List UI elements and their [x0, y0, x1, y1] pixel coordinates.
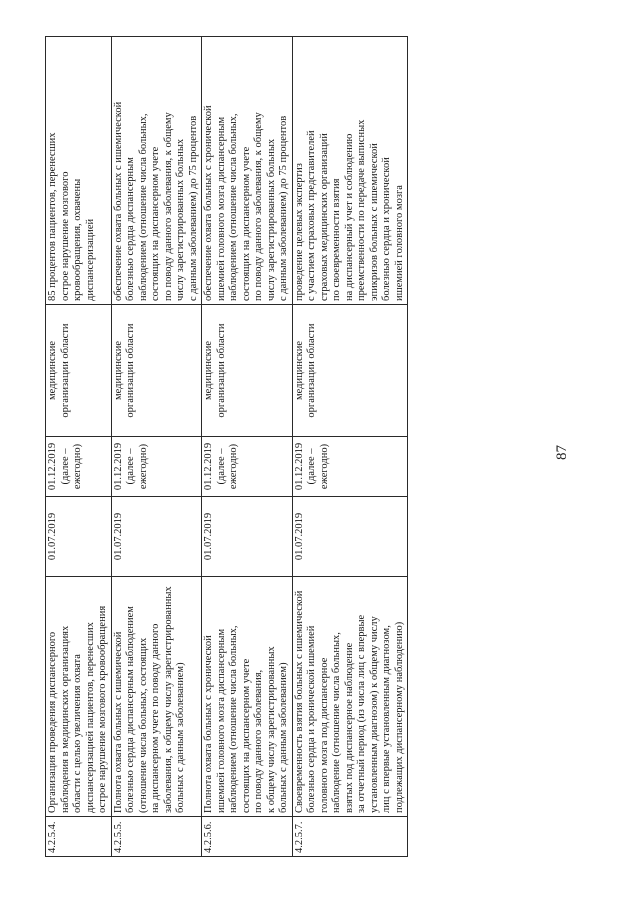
- cell-text-line: с данным заболеванием) до 75 процентов: [187, 115, 199, 301]
- cell-text-line: состоящих на диспансерном учете: [150, 146, 161, 301]
- executor-cell: [46, 305, 112, 437]
- table-row: [111, 37, 202, 857]
- cell-text-line: проведение целевых экспертиз: [293, 163, 305, 301]
- cell-text-line: наблюдением (отношение числа больных,: [228, 113, 239, 301]
- end-date-cell: [46, 437, 112, 497]
- cell-text-line: установленным диагнозом) к общему числу: [368, 616, 380, 813]
- cell-text-line: 4.2.5.7.: [293, 821, 305, 853]
- cell-text-line: ежегодно): [72, 443, 83, 490]
- activity-name-cell: [202, 577, 293, 817]
- cell-text-line: Полнота охвата больных с ишемической: [112, 631, 124, 813]
- cell-text-line: состоящих на диспансерном учете: [240, 658, 252, 813]
- cell-text-line: 01.12.2019: [203, 442, 214, 491]
- cell-text-line: наблюдением (отношение числа больных,: [228, 625, 239, 813]
- cell-text-line: числу зарегистрированных больных: [175, 138, 186, 301]
- row-number-cell: [202, 817, 293, 857]
- plan-table: [45, 36, 408, 857]
- end-date-cell: [292, 437, 408, 497]
- cell-text-line: острое нарушение мозгового: [59, 171, 71, 301]
- result-cell: [292, 37, 408, 305]
- cell-text-line: 4.2.5.4.: [47, 821, 58, 853]
- cell-text-line: организации области: [306, 323, 317, 418]
- cell-text-line: кровообращения, охвачены: [72, 178, 83, 301]
- cell-text-line: подлежащих диспансерному наблюдению): [393, 621, 405, 813]
- table-row: [46, 37, 112, 857]
- cell-text-line: ишемией головного мозга диспансерным: [215, 628, 227, 813]
- cell-text-line: организации области: [125, 323, 136, 418]
- start-date-cell: [46, 497, 112, 577]
- cell-text-line: Организация проведения диспансерного: [47, 631, 58, 813]
- cell-text-line: обеспечение охвата больных с хронической: [203, 105, 214, 301]
- cell-text-line: болезнью сердца и хронической: [381, 157, 392, 301]
- cell-text-line: ежегодно): [318, 443, 330, 490]
- cell-text-line: с данным заболеванием) до 75 процентов: [278, 115, 289, 301]
- executor-cell: [202, 305, 293, 437]
- cell-text-line: по своевременности взятия: [331, 178, 342, 301]
- cell-text-line: медицинские: [112, 340, 124, 401]
- cell-text-line: Полнота охвата больных с хронической: [203, 635, 214, 813]
- cell-text-line: (далее –: [125, 448, 136, 485]
- cell-text-line: заболевания, к общему числу зарегистрированных: [162, 586, 174, 813]
- activity-name-cell: [292, 577, 408, 817]
- cell-text-line: ишемией головного мозга: [393, 185, 405, 301]
- cell-text-line: острое нарушение мозгового кровообращения: [97, 605, 108, 813]
- cell-text-line: по поводу данного заболевания, к общему: [253, 112, 264, 301]
- cell-text-line: состоящих на диспансерном учете: [240, 146, 252, 301]
- cell-text-line: Своевременность взятия больных с ишемической: [293, 590, 305, 813]
- result-cell: [111, 37, 202, 305]
- cell-text-line: болезнью сердца и хронической ишемией: [306, 625, 317, 813]
- result-cell: [46, 37, 112, 305]
- cell-text-line: ишемией головного мозга диспансерным: [215, 116, 227, 301]
- cell-text-line: ежегодно): [228, 443, 239, 490]
- result-cell: [202, 37, 293, 305]
- cell-text-line: 01.12.2019: [293, 442, 305, 491]
- page-number: 87: [554, 445, 570, 460]
- cell-text-line: наблюдением (отношение числа больных,: [137, 113, 149, 301]
- cell-text-line: диспансеризацией пациентов, перенесших: [84, 622, 96, 813]
- cell-text-line: обеспечение охвата больных с ишемической: [112, 101, 124, 301]
- cell-text-line: преемственности по передаче выписных: [356, 119, 367, 301]
- cell-text-line: организации области: [59, 323, 71, 418]
- executor-cell: [111, 305, 202, 437]
- activity-name-cell: [111, 577, 202, 817]
- cell-text-line: 85 процентов пациентов, перенесших: [47, 132, 58, 301]
- cell-text-line: (отношение числа больных, состоящих: [137, 637, 149, 813]
- cell-text-line: (далее –: [59, 448, 71, 485]
- cell-text-line: 01.07.2019: [112, 512, 124, 561]
- cell-text-line: диспансеризацией: [84, 218, 96, 301]
- cell-text-line: наблюдение (отношение числа больных,: [331, 632, 342, 813]
- cell-text-line: с участием страховых представителей: [306, 130, 317, 301]
- cell-text-line: больных с данным заболеванием): [278, 662, 289, 813]
- activity-name-cell: [46, 577, 112, 817]
- cell-text-line: 4.2.5.5.: [112, 821, 124, 853]
- end-date-cell: [202, 437, 293, 497]
- cell-text-line: (далее –: [215, 448, 227, 485]
- table-row: [292, 37, 408, 857]
- cell-text-line: на диспансерный учет и соблюдению: [343, 133, 355, 301]
- cell-text-line: головного мозга под диспансерное: [318, 657, 330, 813]
- cell-text-line: за отчетный период (из числа лиц с впервые: [356, 614, 367, 813]
- cell-text-line: к общему числу зарегистрированных: [265, 646, 277, 813]
- cell-text-line: области с целью увеличения охвата: [72, 654, 83, 813]
- plan-table-body: [46, 37, 408, 857]
- cell-text-line: медицинские: [47, 340, 58, 401]
- cell-text-line: на диспансерном учете по поводу данного: [150, 623, 161, 813]
- row-number-cell: [292, 817, 408, 857]
- executor-cell: [292, 305, 408, 437]
- cell-text-line: 4.2.5.6.: [203, 821, 214, 853]
- cell-text-line: 01.07.2019: [47, 512, 58, 561]
- cell-text-line: медицинские: [293, 340, 305, 401]
- cell-text-line: ежегодно): [137, 443, 149, 490]
- start-date-cell: [111, 497, 202, 577]
- cell-text-line: 01.07.2019: [293, 512, 305, 561]
- cell-text-line: взятых под диспансерное наблюдение: [343, 642, 355, 813]
- cell-text-line: болезнью сердца диспансерным наблюдением: [125, 606, 136, 813]
- cell-text-line: по поводу данного заболевания, к общему: [162, 112, 174, 301]
- cell-text-line: 01.07.2019: [203, 512, 214, 561]
- cell-text-line: лиц с впервые установленным диагнозом,: [381, 625, 392, 813]
- cell-text-line: болезнью сердца диспансерным: [125, 157, 136, 301]
- start-date-cell: [292, 497, 408, 577]
- cell-text-line: организации области: [215, 323, 227, 418]
- cell-text-line: по поводу данного заболевания,: [253, 669, 264, 813]
- cell-text-line: медицинские: [203, 340, 214, 401]
- row-number-cell: [111, 817, 202, 857]
- cell-text-line: 01.12.2019: [47, 442, 58, 491]
- end-date-cell: [111, 437, 202, 497]
- cell-text-line: числу зарегистрированных больных: [265, 138, 277, 301]
- cell-text-line: эпикризов больных с ишемической: [368, 143, 380, 301]
- cell-text-line: страховых медицинских организаций: [318, 133, 330, 301]
- table-row: [202, 37, 293, 857]
- cell-text-line: 01.12.2019: [112, 442, 124, 491]
- cell-text-line: (далее –: [306, 448, 317, 485]
- row-number-cell: [46, 817, 112, 857]
- cell-text-line: больных с данным заболеванием): [175, 662, 186, 813]
- start-date-cell: [202, 497, 293, 577]
- cell-text-line: наблюдения в медицинских организациях: [59, 625, 71, 813]
